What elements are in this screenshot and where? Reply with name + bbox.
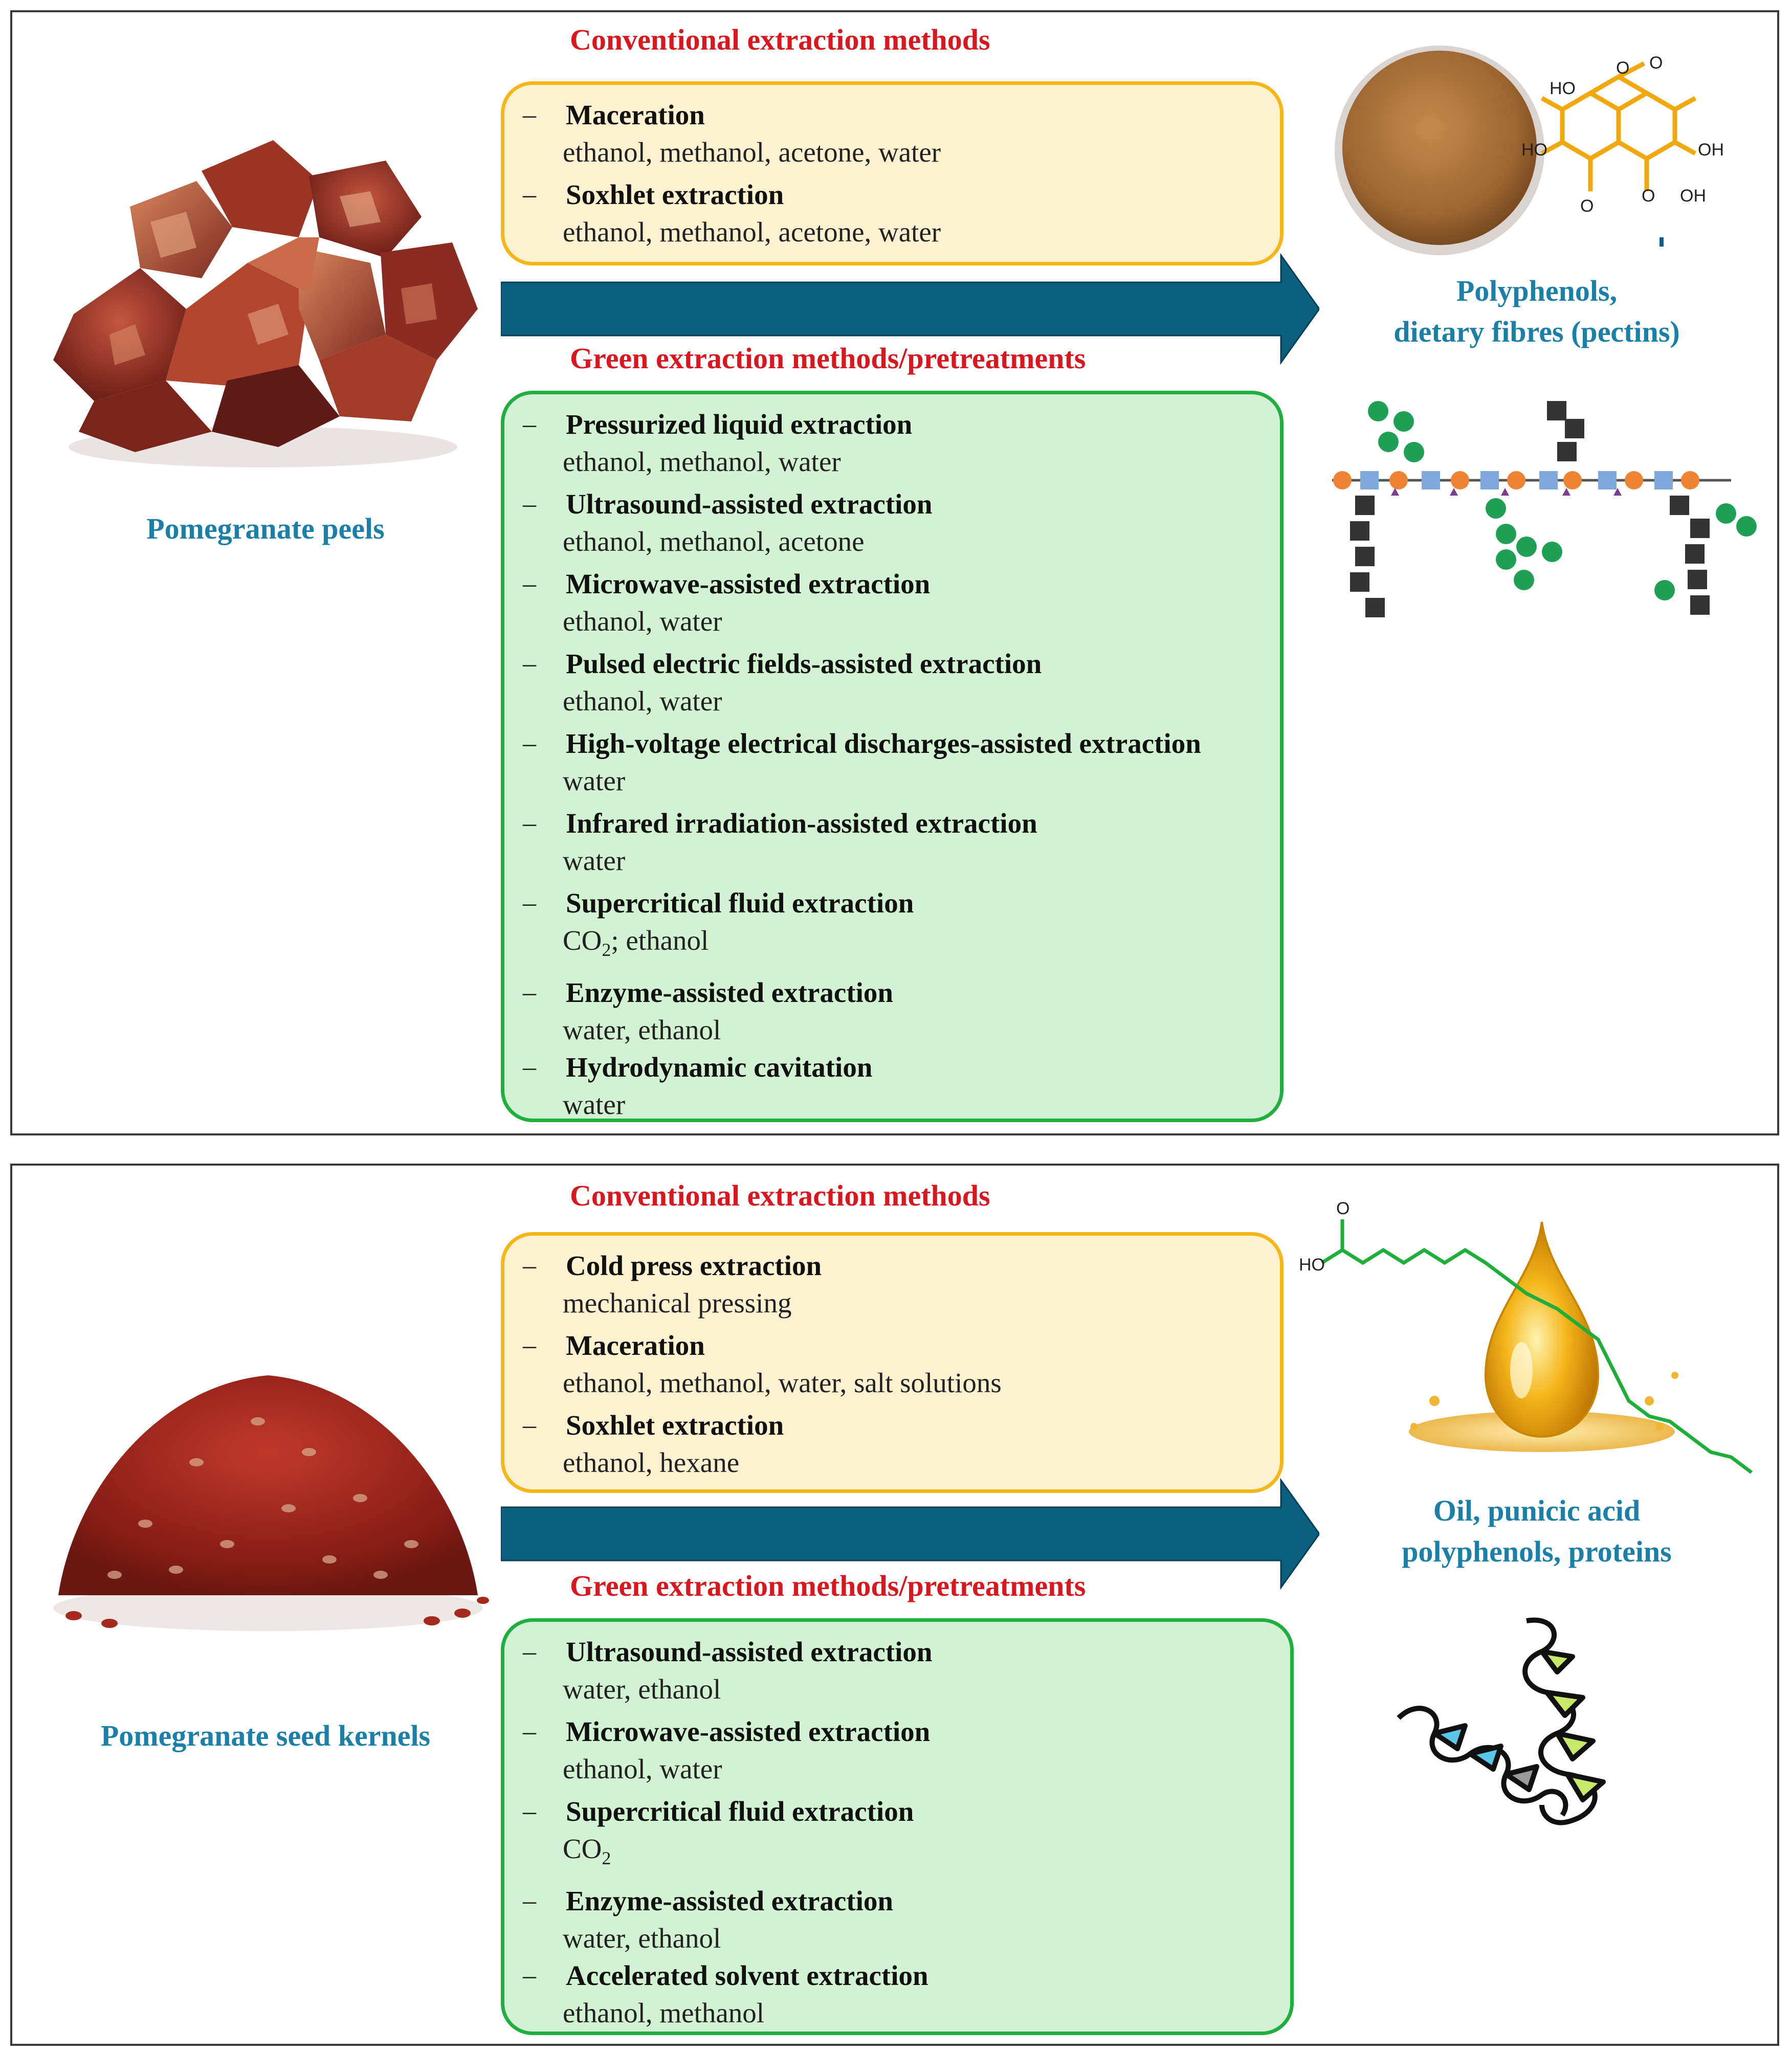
bullet-dash: – xyxy=(523,1411,536,1440)
method-solvents: ethanol, water xyxy=(563,606,722,637)
pomegranate-seed-kernels-photo xyxy=(43,1329,493,1636)
solvent-co2: CO xyxy=(563,925,602,956)
bullet-dash: – xyxy=(523,1961,536,1990)
method-solvents: water xyxy=(563,1089,626,1120)
product-label xyxy=(1319,271,1754,352)
pomegranate-peels-photo xyxy=(33,94,493,483)
kernels-panel xyxy=(10,1164,1779,2046)
method-name: Maceration xyxy=(566,1330,705,1361)
product-line: Polyphenols, xyxy=(1456,274,1618,307)
method-item xyxy=(523,1882,1275,1957)
bullet-dash: – xyxy=(523,100,536,129)
method-solvents: ethanol, methanol xyxy=(563,1997,765,2028)
method-solvents: water, ethanol xyxy=(563,1923,721,1954)
method-item xyxy=(523,1957,1275,2032)
bullet-dash: – xyxy=(523,1331,536,1360)
solvent-subscript: 2 xyxy=(602,1848,611,1868)
bullet-dash: – xyxy=(523,888,536,918)
chem-label: O xyxy=(1649,53,1663,73)
method-item xyxy=(523,1247,1265,1322)
peels-panel xyxy=(10,10,1779,1135)
method-solvents: mechanical pressing xyxy=(563,1287,792,1319)
method-item xyxy=(523,1713,1275,1788)
method-name: Microwave-assisted extraction xyxy=(566,1716,931,1747)
method-item xyxy=(523,1793,1275,1877)
bullet-dash: – xyxy=(523,978,536,1007)
method-solvents: ethanol, hexane xyxy=(563,1447,740,1478)
oil-drop-punicic-acid-icon xyxy=(1291,1186,1772,1483)
method-name: Enzyme-assisted extraction xyxy=(566,1885,894,1916)
method-name: Maceration xyxy=(566,99,705,130)
product-line: Oil, punicic acid xyxy=(1433,1494,1641,1527)
method-solvents: ethanol, methanol, acetone, water xyxy=(563,216,941,248)
conventional-title: Conventional extraction methods xyxy=(570,1179,990,1212)
method-solvents: ethanol, water xyxy=(563,685,722,717)
method-solvents: water, ethanol xyxy=(563,1014,721,1045)
bullet-dash: – xyxy=(523,1797,536,1826)
method-item xyxy=(523,1327,1265,1401)
method-name: Supercritical fluid extraction xyxy=(566,1796,914,1827)
method-solvents xyxy=(563,922,1265,969)
method-name: Hydrodynamic cavitation xyxy=(566,1052,873,1083)
bullet-dash: – xyxy=(523,1886,536,1915)
method-name: Infrared irradiation-assisted extraction xyxy=(566,808,1037,839)
method-solvents: ethanol, methanol, water xyxy=(563,446,841,477)
method-name: Ultrasound-assisted extraction xyxy=(566,1636,933,1667)
method-item xyxy=(523,176,1265,251)
method-item xyxy=(523,485,1265,560)
conventional-methods-box xyxy=(501,1232,1284,1493)
method-name: Accelerated solvent extraction xyxy=(566,1960,928,1991)
method-solvents: ethanol, methanol, acetone xyxy=(563,526,865,557)
method-name: Supercritical fluid extraction xyxy=(566,887,914,919)
method-item xyxy=(523,1633,1275,1708)
conventional-methods-box xyxy=(501,81,1284,265)
method-name: Enzyme-assisted extraction xyxy=(566,977,894,1008)
solvent-rest: ; ethanol xyxy=(611,925,709,956)
method-name: Ultrasound-assisted extraction xyxy=(566,488,933,520)
bullet-dash: – xyxy=(523,180,536,209)
method-item xyxy=(523,884,1265,969)
chem-label: OH xyxy=(1680,186,1706,206)
pectin-chain-icon xyxy=(1327,391,1772,626)
method-solvents: water xyxy=(563,765,626,796)
product-line: dietary fibres (pectins) xyxy=(1393,315,1680,349)
bullet-dash: – xyxy=(523,1053,536,1082)
method-item xyxy=(523,565,1265,640)
method-item xyxy=(523,1048,1265,1123)
method-item xyxy=(523,645,1265,720)
chem-label: O xyxy=(1616,58,1630,78)
bullet-dash: – xyxy=(523,809,536,838)
bullet-dash: – xyxy=(523,410,536,439)
chem-label: HO xyxy=(1299,1255,1325,1275)
method-name: Soxhlet extraction xyxy=(566,179,784,210)
method-item xyxy=(523,96,1265,171)
bullet-dash: – xyxy=(523,489,536,519)
method-solvents: ethanol, water xyxy=(563,1753,722,1784)
green-methods-box xyxy=(501,1618,1294,2035)
green-title: Green extraction methods/pretreatments xyxy=(570,1569,1086,1602)
source-label: Pomegranate seed kernels xyxy=(100,1719,431,1752)
method-solvents: ethanol, methanol, acetone, water xyxy=(563,137,941,168)
method-name: Cold press extraction xyxy=(566,1250,822,1281)
solvent-subscript: 2 xyxy=(602,940,611,960)
method-item xyxy=(523,725,1265,799)
protein-helix-icon xyxy=(1388,1605,1654,1851)
source-label: Pomegranate peels xyxy=(146,512,385,545)
chem-label: HO xyxy=(1550,79,1576,98)
method-name: Pulsed electric fields-assisted extraction xyxy=(566,648,1042,679)
method-solvents: ethanol, methanol, water, salt solutions xyxy=(563,1367,1002,1398)
method-item xyxy=(523,974,1265,1048)
chem-label: OH xyxy=(1698,140,1724,160)
bullet-dash: – xyxy=(523,569,536,598)
method-name: Microwave-assisted extraction xyxy=(566,568,931,599)
method-item xyxy=(523,406,1265,480)
solvent-co2: CO xyxy=(563,1833,602,1864)
ellagic-acid-powder-icon xyxy=(1322,33,1762,258)
method-item xyxy=(523,805,1265,879)
product-line: polyphenols, proteins xyxy=(1402,1535,1672,1569)
conventional-title: Conventional extraction methods xyxy=(570,23,990,56)
method-name: Soxhlet extraction xyxy=(566,1410,784,1441)
method-name: Pressurized liquid extraction xyxy=(566,409,913,440)
method-name: High-voltage electrical discharges-assisted extraction xyxy=(566,728,1201,759)
chem-label: O xyxy=(1642,186,1655,206)
green-methods-box xyxy=(501,391,1284,1122)
chem-label: O xyxy=(1336,1199,1350,1218)
method-solvents: water xyxy=(563,845,626,876)
method-solvents xyxy=(563,1830,1275,1877)
chem-label: O xyxy=(1580,196,1594,216)
bullet-dash: – xyxy=(523,1251,536,1280)
product-label xyxy=(1319,1490,1754,1572)
green-title: Green extraction methods/pretreatments xyxy=(570,342,1086,375)
chem-label: HO xyxy=(1521,140,1547,160)
bullet-dash: – xyxy=(523,729,536,758)
bullet-dash: – xyxy=(523,649,536,678)
method-solvents: water, ethanol xyxy=(563,1673,721,1705)
bullet-dash: – xyxy=(523,1637,536,1666)
bullet-dash: – xyxy=(523,1717,536,1746)
method-item xyxy=(523,1407,1265,1481)
